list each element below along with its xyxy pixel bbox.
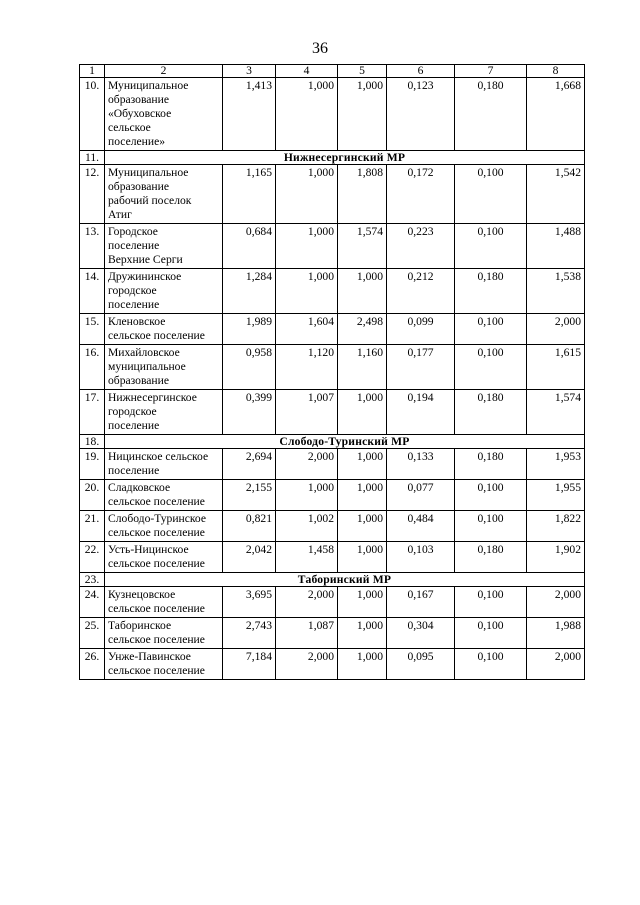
- value-cell-col8: 1,988: [527, 618, 585, 649]
- value-cell-col3: 0,821: [223, 511, 276, 542]
- value-cell-col4: 1,120: [276, 345, 338, 390]
- entity-name-line: рабочий поселок: [108, 194, 192, 207]
- value-cell-col6: 0,167: [387, 587, 455, 618]
- entity-name-line: Сладковское: [108, 481, 171, 494]
- table-row: [80, 480, 585, 511]
- entity-name-cell: [105, 480, 223, 511]
- entity-name-line: поселение»: [108, 135, 166, 148]
- value-cell-col8: 1,668: [527, 78, 585, 151]
- row-number: 23.: [80, 573, 105, 587]
- value-cell-col4: 2,000: [276, 587, 338, 618]
- table-row: [80, 449, 585, 480]
- row-number: 21.: [80, 511, 105, 542]
- value-cell-col3: 1,413: [223, 78, 276, 151]
- row-number: 18.: [80, 435, 105, 449]
- value-cell-col5: 1,000: [338, 587, 387, 618]
- value-cell-col6: 0,223: [387, 224, 455, 269]
- entity-name-line: сельское поселение: [108, 495, 205, 508]
- value-cell-col3: 0,958: [223, 345, 276, 390]
- value-cell-col8: 1,574: [527, 390, 585, 435]
- row-number: 24.: [80, 587, 105, 618]
- entity-name-cell: [105, 649, 223, 680]
- value-cell-col7: 0,100: [455, 511, 527, 542]
- entity-name-cell: [105, 269, 223, 314]
- value-cell-col5: 1,000: [338, 449, 387, 480]
- row-number: 26.: [80, 649, 105, 680]
- entity-name-line: Нижнесергинское: [108, 391, 197, 404]
- entity-name-line: Кленовское: [108, 315, 166, 328]
- value-cell-col7: 0,180: [455, 542, 527, 573]
- row-number: 14.: [80, 269, 105, 314]
- entity-name-line: поселение: [108, 419, 160, 432]
- entity-name-line: Муниципальное: [108, 79, 189, 92]
- value-cell-col5: 1,000: [338, 390, 387, 435]
- entity-name-line: Усть-Ницинское: [108, 543, 189, 556]
- entity-name-cell: [105, 78, 223, 151]
- value-cell-col7: 0,100: [455, 345, 527, 390]
- value-cell-col8: 1,488: [527, 224, 585, 269]
- entity-name-line: поселение: [108, 464, 160, 477]
- value-cell-col6: 0,304: [387, 618, 455, 649]
- value-cell-col3: 2,743: [223, 618, 276, 649]
- entity-name-line: «Обуховское: [108, 107, 172, 120]
- entity-name-line: сельское поселение: [108, 664, 205, 677]
- value-cell-col3: 2,042: [223, 542, 276, 573]
- header-cell: 6: [387, 65, 455, 78]
- section-title: Нижнесергинский МР: [105, 151, 585, 165]
- section-title: Таборинский МР: [105, 573, 585, 587]
- value-cell-col5: 1,808: [338, 165, 387, 224]
- section-title: Слободо-Туринский МР: [105, 435, 585, 449]
- row-number: 13.: [80, 224, 105, 269]
- value-cell-col4: 1,458: [276, 542, 338, 573]
- entity-name-line: Муниципальное: [108, 166, 189, 179]
- table-body: [80, 65, 585, 680]
- row-number: 20.: [80, 480, 105, 511]
- value-cell-col6: 0,133: [387, 449, 455, 480]
- value-cell-col3: 0,399: [223, 390, 276, 435]
- entity-name-line: Таборинское: [108, 619, 172, 632]
- value-cell-col3: 2,694: [223, 449, 276, 480]
- row-number: 10.: [80, 78, 105, 151]
- entity-name-cell: [105, 345, 223, 390]
- header-cell: 1: [80, 65, 105, 78]
- value-cell-col4: 1,000: [276, 269, 338, 314]
- entity-name-line: Ницинское сельское: [108, 450, 209, 463]
- entity-name-line: сельское поселение: [108, 329, 205, 342]
- value-cell-col7: 0,180: [455, 449, 527, 480]
- value-cell-col8: 2,000: [527, 587, 585, 618]
- value-cell-col8: 1,955: [527, 480, 585, 511]
- value-cell-col4: 1,007: [276, 390, 338, 435]
- entity-name-line: образование: [108, 180, 169, 193]
- entity-name-cell: [105, 314, 223, 345]
- table-row: [80, 649, 585, 680]
- table-row: [80, 345, 585, 390]
- value-cell-col5: 1,000: [338, 618, 387, 649]
- entity-name-line: Атиг: [108, 208, 132, 221]
- value-cell-col5: 1,000: [338, 269, 387, 314]
- value-cell-col6: 0,484: [387, 511, 455, 542]
- value-cell-col4: 1,000: [276, 78, 338, 151]
- header-cell: 8: [527, 65, 585, 78]
- entity-name-line: сельское: [108, 121, 151, 134]
- entity-name-line: Унже-Павинское: [108, 650, 191, 663]
- entity-name-line: городское: [108, 405, 157, 418]
- entity-name-cell: [105, 449, 223, 480]
- entity-name-line: муниципальное: [108, 360, 186, 373]
- row-number: 25.: [80, 618, 105, 649]
- entity-name-cell: [105, 511, 223, 542]
- value-cell-col6: 0,123: [387, 78, 455, 151]
- value-cell-col5: 1,000: [338, 542, 387, 573]
- entity-name-cell: [105, 542, 223, 573]
- value-cell-col3: 2,155: [223, 480, 276, 511]
- value-cell-col4: 2,000: [276, 449, 338, 480]
- value-cell-col5: 1,000: [338, 78, 387, 151]
- value-cell-col6: 0,095: [387, 649, 455, 680]
- table-header-row: [80, 65, 585, 78]
- value-cell-col5: 1,574: [338, 224, 387, 269]
- entity-name-line: сельское поселение: [108, 557, 205, 570]
- row-number: 11.: [80, 151, 105, 165]
- entity-name-line: Верхние Серги: [108, 253, 183, 266]
- page-number: 36: [312, 40, 328, 57]
- value-cell-col8: 1,953: [527, 449, 585, 480]
- row-number: 15.: [80, 314, 105, 345]
- value-cell-col7: 0,180: [455, 269, 527, 314]
- table-row: [80, 390, 585, 435]
- value-cell-col8: 1,822: [527, 511, 585, 542]
- entity-name-line: Михайловское: [108, 346, 180, 359]
- table-row: [80, 314, 585, 345]
- header-cell: 7: [455, 65, 527, 78]
- entity-name-line: Городское: [108, 225, 158, 238]
- table-row: [80, 165, 585, 224]
- section-row: [80, 573, 585, 587]
- header-cell: 3: [223, 65, 276, 78]
- value-cell-col3: 1,165: [223, 165, 276, 224]
- value-cell-col6: 0,103: [387, 542, 455, 573]
- value-cell-col7: 0,100: [455, 587, 527, 618]
- value-cell-col8: 1,902: [527, 542, 585, 573]
- header-cell: 5: [338, 65, 387, 78]
- value-cell-col8: 1,538: [527, 269, 585, 314]
- value-cell-col6: 0,194: [387, 390, 455, 435]
- value-cell-col5: 1,000: [338, 649, 387, 680]
- entity-name-cell: [105, 224, 223, 269]
- value-cell-col7: 0,180: [455, 78, 527, 151]
- entity-name-line: Дружининское: [108, 270, 182, 283]
- value-cell-col7: 0,100: [455, 618, 527, 649]
- value-cell-col4: 2,000: [276, 649, 338, 680]
- data-table: [79, 64, 585, 680]
- value-cell-col7: 0,180: [455, 390, 527, 435]
- value-cell-col4: 1,000: [276, 224, 338, 269]
- row-number: 16.: [80, 345, 105, 390]
- value-cell-col8: 2,000: [527, 649, 585, 680]
- value-cell-col4: 1,000: [276, 480, 338, 511]
- row-number: 19.: [80, 449, 105, 480]
- value-cell-col3: 0,684: [223, 224, 276, 269]
- entity-name-line: Слободо-Туринское: [108, 512, 207, 525]
- value-cell-col3: 1,989: [223, 314, 276, 345]
- table-row: [80, 587, 585, 618]
- value-cell-col4: 1,000: [276, 165, 338, 224]
- value-cell-col6: 0,177: [387, 345, 455, 390]
- table-row: [80, 224, 585, 269]
- entity-name-cell: [105, 618, 223, 649]
- value-cell-col4: 1,604: [276, 314, 338, 345]
- table-row: [80, 511, 585, 542]
- row-number: 17.: [80, 390, 105, 435]
- value-cell-col8: 2,000: [527, 314, 585, 345]
- entity-name-line: городское: [108, 284, 157, 297]
- entity-name-line: сельское поселение: [108, 633, 205, 646]
- header-cell: 2: [105, 65, 223, 78]
- value-cell-col7: 0,100: [455, 649, 527, 680]
- header-cell: 4: [276, 65, 338, 78]
- value-cell-col7: 0,100: [455, 165, 527, 224]
- entity-name-line: образование: [108, 93, 169, 106]
- value-cell-col3: 7,184: [223, 649, 276, 680]
- value-cell-col6: 0,172: [387, 165, 455, 224]
- entity-name-line: поселение: [108, 298, 160, 311]
- row-number: 22.: [80, 542, 105, 573]
- value-cell-col4: 1,087: [276, 618, 338, 649]
- table-row: [80, 78, 585, 151]
- section-row: [80, 435, 585, 449]
- value-cell-col5: 1,160: [338, 345, 387, 390]
- value-cell-col7: 0,100: [455, 224, 527, 269]
- value-cell-col6: 0,099: [387, 314, 455, 345]
- table-row: [80, 269, 585, 314]
- value-cell-col7: 0,100: [455, 480, 527, 511]
- value-cell-col8: 1,615: [527, 345, 585, 390]
- value-cell-col5: 1,000: [338, 480, 387, 511]
- section-row: [80, 151, 585, 165]
- value-cell-col4: 1,002: [276, 511, 338, 542]
- value-cell-col7: 0,100: [455, 314, 527, 345]
- value-cell-col3: 3,695: [223, 587, 276, 618]
- entity-name-line: сельское поселение: [108, 526, 205, 539]
- row-number: 12.: [80, 165, 105, 224]
- value-cell-col6: 0,212: [387, 269, 455, 314]
- entity-name-line: поселение: [108, 239, 160, 252]
- table-row: [80, 542, 585, 573]
- entity-name-line: Кузнецовское: [108, 588, 176, 601]
- entity-name-line: сельское поселение: [108, 602, 205, 615]
- entity-name-cell: [105, 390, 223, 435]
- value-cell-col6: 0,077: [387, 480, 455, 511]
- entity-name-cell: [105, 587, 223, 618]
- entity-name-line: образование: [108, 374, 169, 387]
- value-cell-col3: 1,284: [223, 269, 276, 314]
- value-cell-col5: 1,000: [338, 511, 387, 542]
- entity-name-cell: [105, 165, 223, 224]
- table-row: [80, 618, 585, 649]
- value-cell-col8: 1,542: [527, 165, 585, 224]
- value-cell-col5: 2,498: [338, 314, 387, 345]
